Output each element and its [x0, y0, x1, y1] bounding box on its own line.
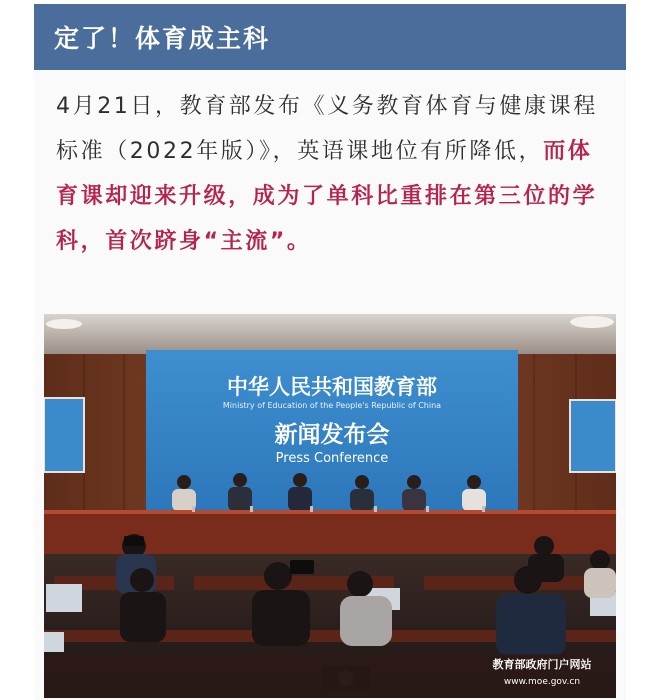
- paragraph-highlight: 而体育课却迎来升级，成为了单科比重排在第三位的学科，首次跻身“主流”。: [56, 139, 598, 254]
- watermark-cn: 教育部政府门户网站: [492, 658, 592, 671]
- event-title-cn: 新闻发布会: [274, 422, 390, 448]
- press-conference-photo: [44, 314, 616, 698]
- article-paragraph: [56, 84, 604, 264]
- event-title-en: Press Conference: [275, 451, 389, 466]
- paragraph-intro: 4月21日，教育部发布《义务教育体育与健康课程标准（2022年版）》，英语课地位有所降低，: [56, 94, 598, 164]
- article-title: 定了！体育成主科: [54, 24, 271, 53]
- backdrop-title-en: Ministry of Education of the People's Republic of China: [222, 401, 442, 410]
- watermark-url: www.moe.gov.cn: [503, 677, 581, 687]
- backdrop-title-cn: 中华人民共和国教育部: [227, 375, 437, 399]
- ceiling: [44, 314, 616, 354]
- article-title-banner: [34, 4, 626, 70]
